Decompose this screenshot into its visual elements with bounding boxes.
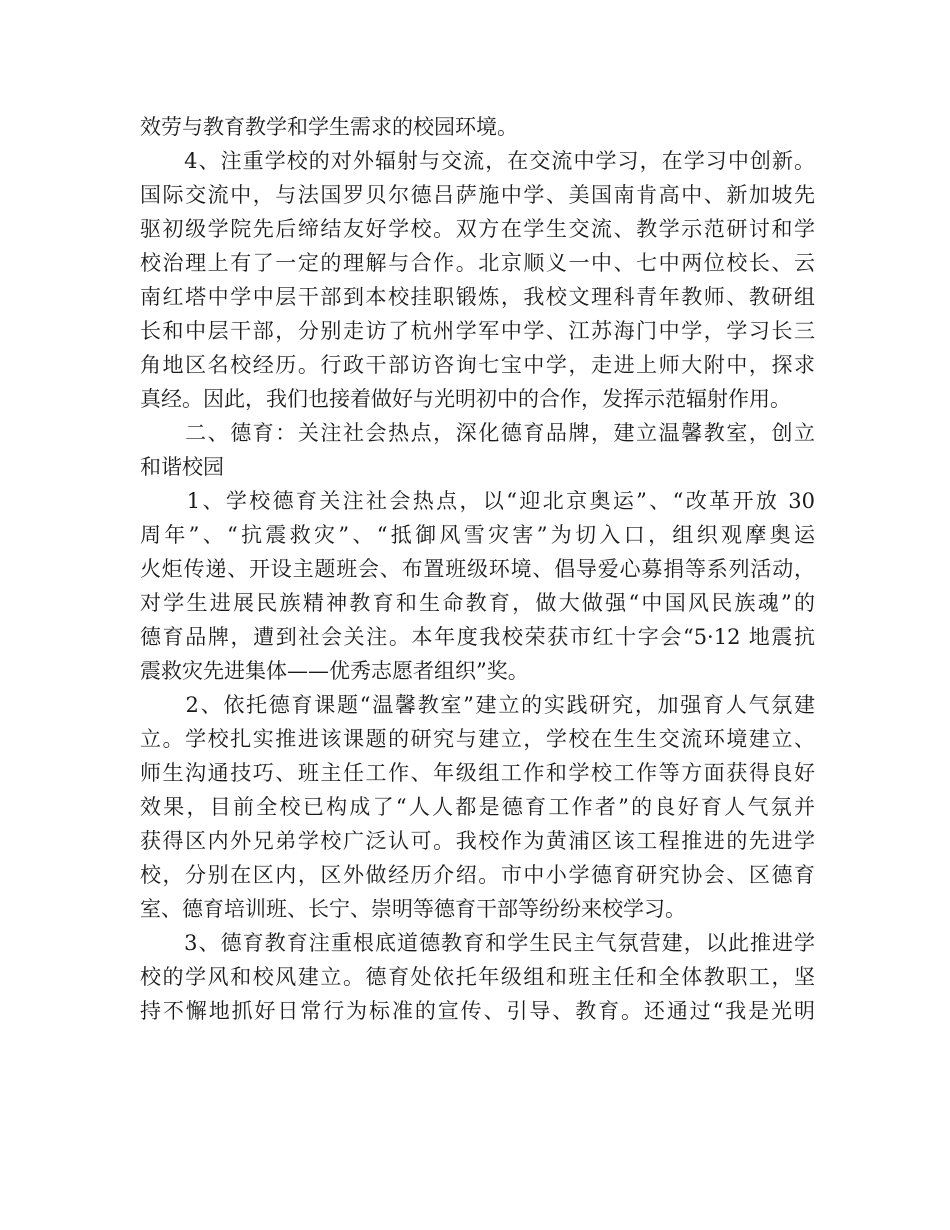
text-line: 国际交流中，与法国罗贝尔德吕萨施中学、美国南肯高中、新加坡先: [140, 183, 815, 207]
text-line: 驱初级学院先后缔结友好学校。双方在学生交流、教学示范研讨和学: [140, 217, 815, 241]
text-line: 长和中层干部，分别走访了杭州学军中学、江苏海门中学，学习长三: [140, 319, 815, 343]
text-line: 校，分别在区内，区外做经历介绍。市中小学德育研究协会、区德育: [140, 863, 815, 887]
document-page: [140, 110, 815, 1028]
text-line: 2、依托德育课题“温馨教室”建立的实践研究，加强育人气氛建: [140, 693, 815, 717]
text-line: 室、德育培训班、长宁、崇明等德育干部等纷纷来校学习。: [140, 897, 686, 921]
text-line: 周年”、“抗震救灾”、“抵御风雪灾害”为切入口，组织观摩奥运: [140, 523, 815, 547]
text-line: 真经。因此，我们也接着做好与光明初中的合作，发挥示范辐射作用。: [140, 387, 791, 411]
text-line: 南红塔中学中层干部到本校挂职锻炼，我校文理科青年教师、教研组: [140, 285, 815, 309]
text-line: 和谐校园: [140, 455, 224, 479]
text-line: 获得区内外兄弟学校广泛认可。我校作为黄浦区该工程推进的先进学: [140, 829, 815, 853]
text-line: 德育品牌，遭到社会关注。本年度我校荣获市红十字会“5·12 地震抗: [140, 625, 815, 649]
text-line: 二、德育：关注社会热点，深化德育品牌，建立温馨教室，创立: [140, 421, 815, 445]
text-line: 对学生进展民族精神教育和生命教育，做大做强“中国风民族魂”的: [140, 591, 815, 615]
text-line: 效劳与教育教学和学生需求的校园环境。: [140, 115, 518, 139]
text-line: 立。学校扎实推进该课题的研究与建立，学校在生生交流环境建立、: [140, 727, 815, 751]
text-line: 校治理上有了一定的理解与合作。北京顺义一中、七中两位校长、云: [140, 251, 815, 275]
text-line: 火炬传递、开设主题班会、布置班级环境、倡导爱心募捐等系列活动，: [140, 557, 815, 581]
text-line: 效果，目前全校已构成了“人人都是德育工作者”的良好育人气氛并: [140, 795, 815, 819]
document-body: [140, 110, 815, 1028]
text-line: 校的学风和校风建立。德育处依托年级组和班主任和全体教职工，坚: [140, 965, 815, 989]
text-line: 持不懈地抓好日常行为标准的宣传、引导、教育。还通过“我是光明: [140, 999, 815, 1023]
text-line: 3、德育教育注重根底道德教育和学生民主气氛营建，以此推进学: [140, 931, 815, 955]
text-line: 震救灾先进集体——优秀志愿者组织”奖。: [140, 659, 529, 683]
text-line: 师生沟通技巧、班主任工作、年级组工作和学校工作等方面获得良好: [140, 761, 815, 785]
text-line: 角地区名校经历。行政干部访咨询七宝中学，走进上师大附中，探求: [140, 353, 815, 377]
text-line: 4、注重学校的对外辐射与交流，在交流中学习，在学习中创新。: [140, 149, 815, 173]
text-line: 1、学校德育关注社会热点，以“迎北京奥运”、“改革开放 30: [140, 489, 815, 513]
